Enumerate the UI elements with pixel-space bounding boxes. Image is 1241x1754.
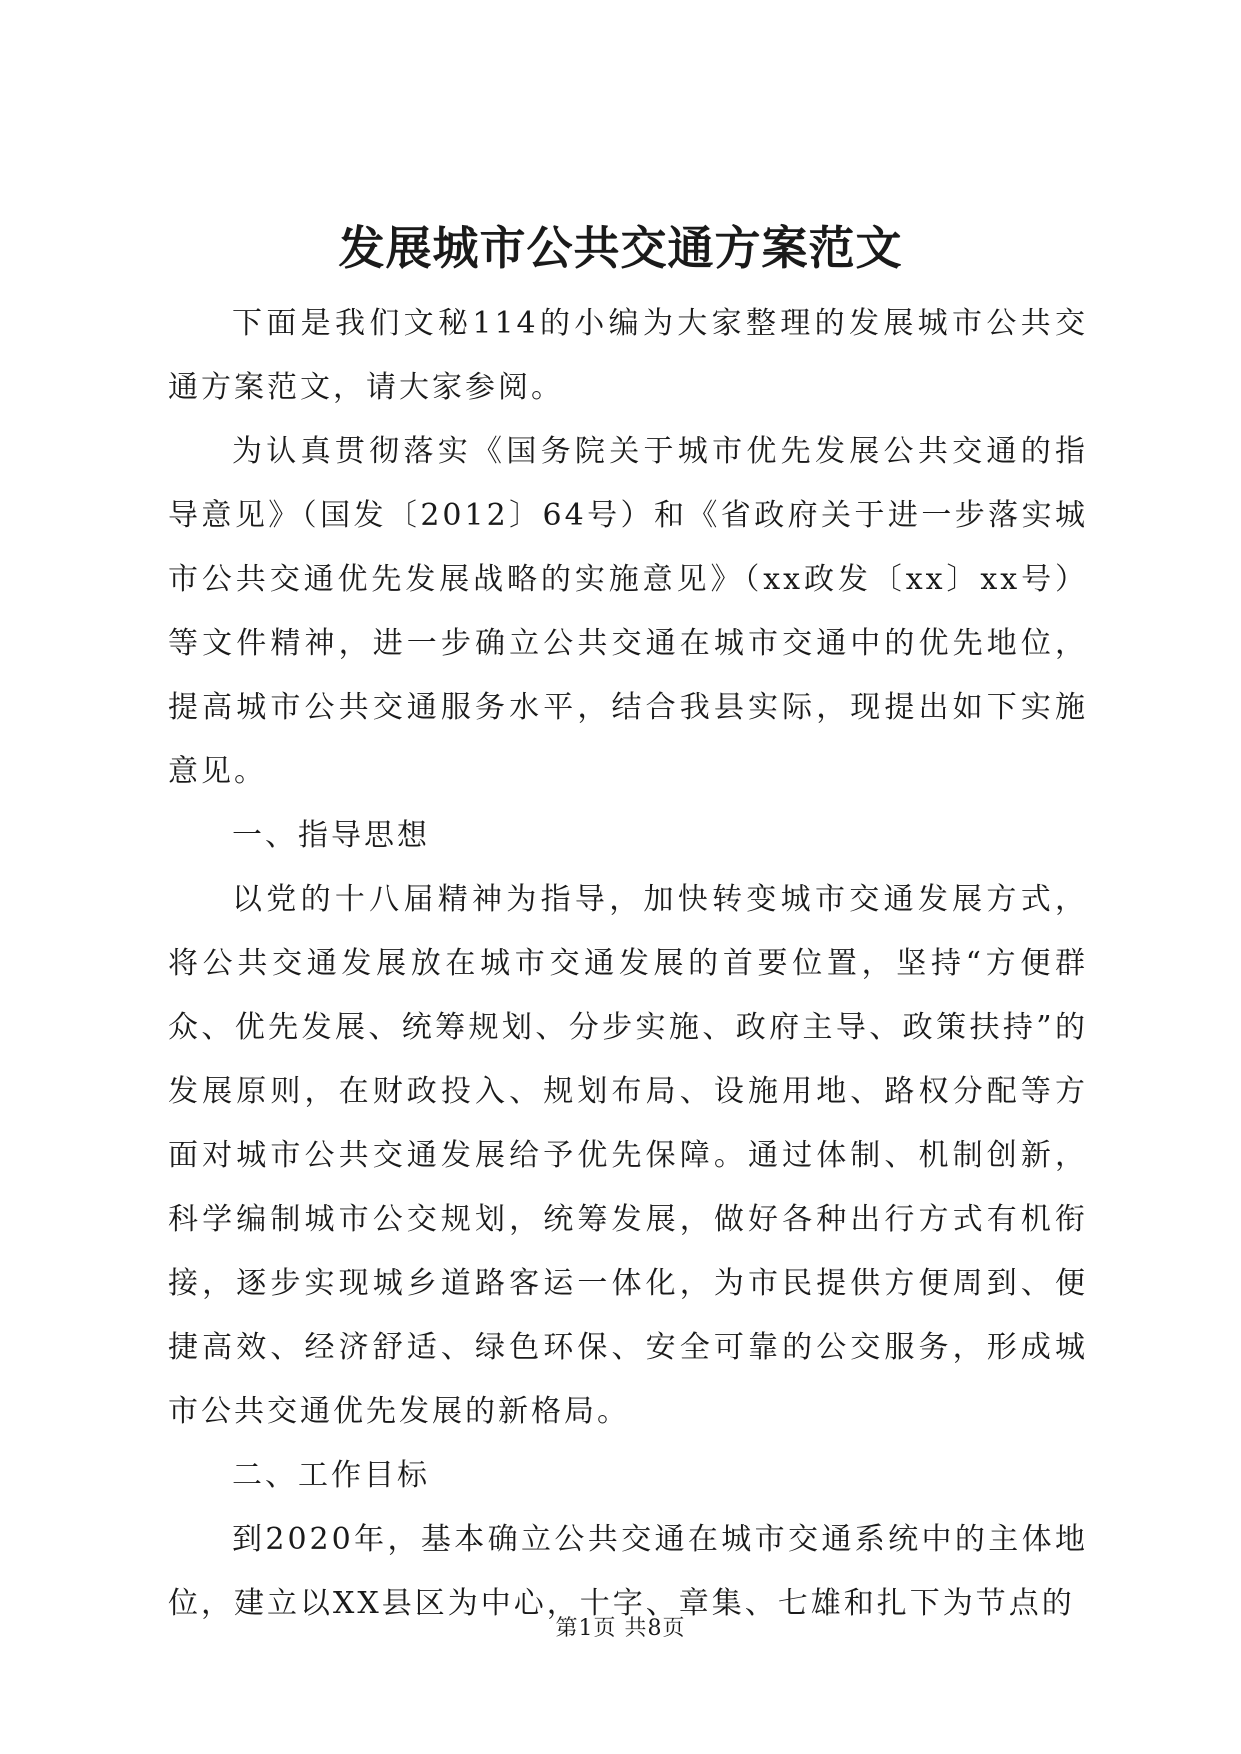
purpose-paragraph: 为认真贯彻落实《国务院关于城市优先发展公共交通的指导意见》（国发〔2012〕64号）和《省政府关于进一步落实城市公共交通优先发展战略的实施意见》（xx政发〔xx〕xx号）等文件精神，进一步确立公共交通在城市交通中的优先地位，提高城市公共交通服务水平，结合我县实际，现提出如下实施意见。 bbox=[168, 434, 1088, 789]
intro-paragraph: 下面是我们文秘114的小编为大家整理的发展城市公共交通方案范文，请大家参阅。 bbox=[168, 306, 1088, 405]
guiding-ideology-paragraph: 以党的十八届精神为指导，加快转变城市交通发展方式，将公共交通发展放在城市交通发展的首要位置，坚持“方便群众、优先发展、统筹规划、分步实施、政府主导、政策扶持”的发展原则，在财政投入、规划布局、设施用地、路权分配等方面对城市公共交通发展给予优先保障。通过体制、机制创新，科学编制城市公交规划，统筹发展，做好各种出行方式有机衔接，逐步实现城乡道路客运一体化，为市民提供方便周到、便捷高效、经济舒适、绿色环保、安全可靠的公交服务，形成城市公共交通优先发展的新格局。 bbox=[168, 882, 1088, 1429]
document-title: 发展城市公共交通方案范文 bbox=[338, 221, 903, 275]
document-body bbox=[168, 292, 1088, 1636]
section-heading-work-goals: 二、工作目标 bbox=[232, 1458, 430, 1493]
page-number-footer: 第1页 共8页 bbox=[555, 1616, 686, 1641]
work-goals-paragraph: 到2020年，基本确立公共交通在城市交通系统中的主体地位，建立以XX县区为中心，十字、章集、七雄和扎下为节点的 bbox=[168, 1522, 1088, 1621]
section-heading-guiding-ideology: 一、指导思想 bbox=[232, 818, 430, 853]
